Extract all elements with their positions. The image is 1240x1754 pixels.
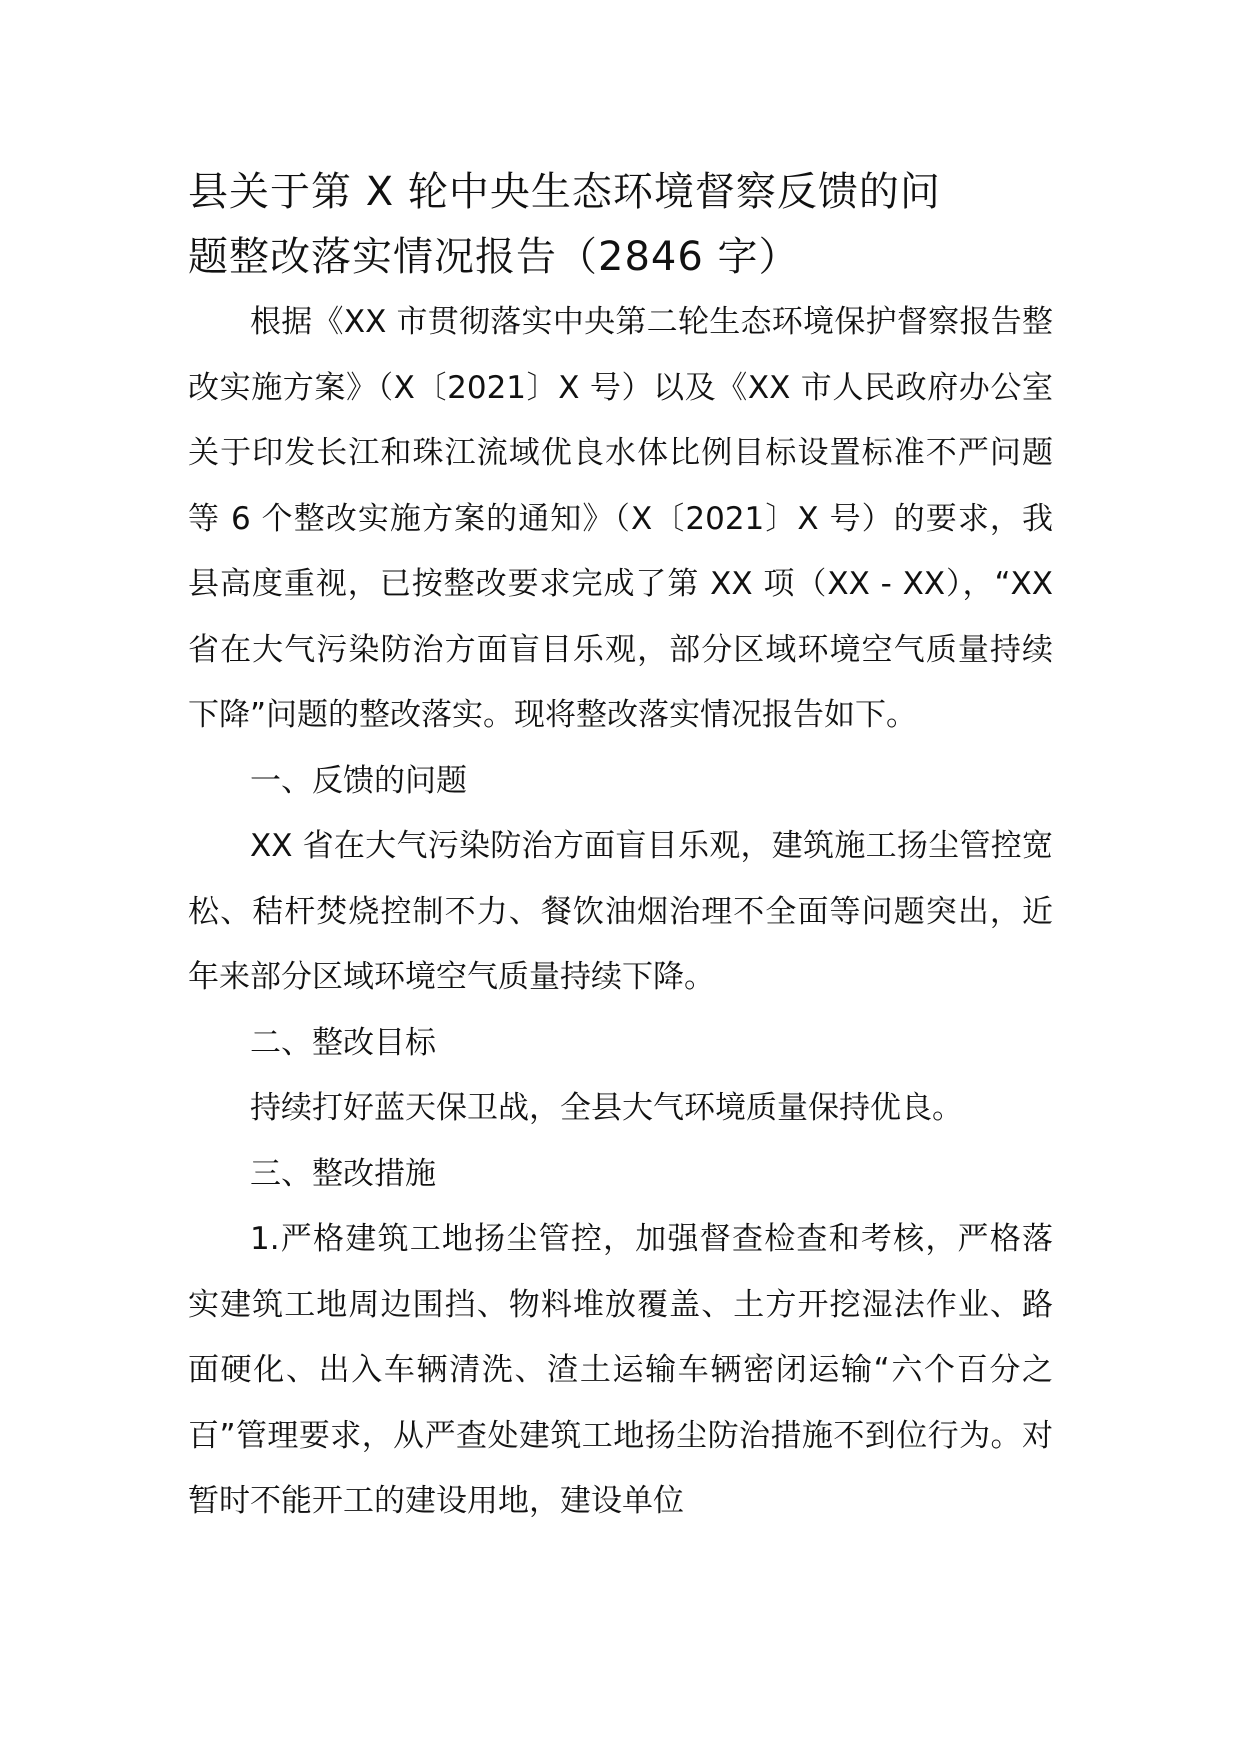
section-3-heading: 三、整改措施 bbox=[250, 1155, 436, 1192]
section-1-heading: 一、反馈的问题 bbox=[250, 762, 467, 799]
document-title bbox=[188, 160, 1053, 290]
section-3-item-1: 1.严格建筑工地扬尘管控，加强督查检查和考核，严格落实建筑工地周边围挡、物料堆放覆盖、土方开挖湿法作业、路面硬化、出入车辆清洗、渣土运输车辆密闭运输“六个百分之百”管理要求，从严查处建筑工地扬尘防治措施不到位行为。对暂时不能开工的建设用地，建设单位 bbox=[188, 1221, 1053, 1519]
title-line-1: 县关于第 X 轮中央生态环境督察反馈的问 bbox=[188, 169, 941, 215]
section-2-paragraph: 持续打好蓝天保卫战，全县大气环境质量保持优良。 bbox=[250, 1090, 963, 1126]
title-line-2: 题整改落实情况报告（2846 字） bbox=[188, 234, 800, 280]
intro-paragraph: 根据《XX 市贯彻落实中央第二轮生态环境保护督察报告整改实施方案》（X〔2021〕X 号）以及《XX 市人民政府办公室关于印发长江和珠江流域优良水体比例目标设置标准不严问题等 6 个整改实施方案的通知》（X〔2021〕X 号）的要求，我县高度重视，已按整改要求完成了第 XX 项（XX - XX），“XX 省在大气污染防治方面盲目乐观，部分区域环境空气质量持续下降”问题的整改落实。现将整改落实情况报告如下。 bbox=[188, 304, 1053, 733]
section-2-heading: 二、整改目标 bbox=[250, 1024, 436, 1061]
document-body bbox=[188, 160, 1053, 1535]
section-1-paragraph: XX 省在大气污染防治方面盲目乐观，建筑施工扬尘管控宽松、秸杆焚烧控制不力、餐饮油烟治理不全面等问题突出，近年来部分区域环境空气质量持续下降。 bbox=[188, 828, 1053, 995]
